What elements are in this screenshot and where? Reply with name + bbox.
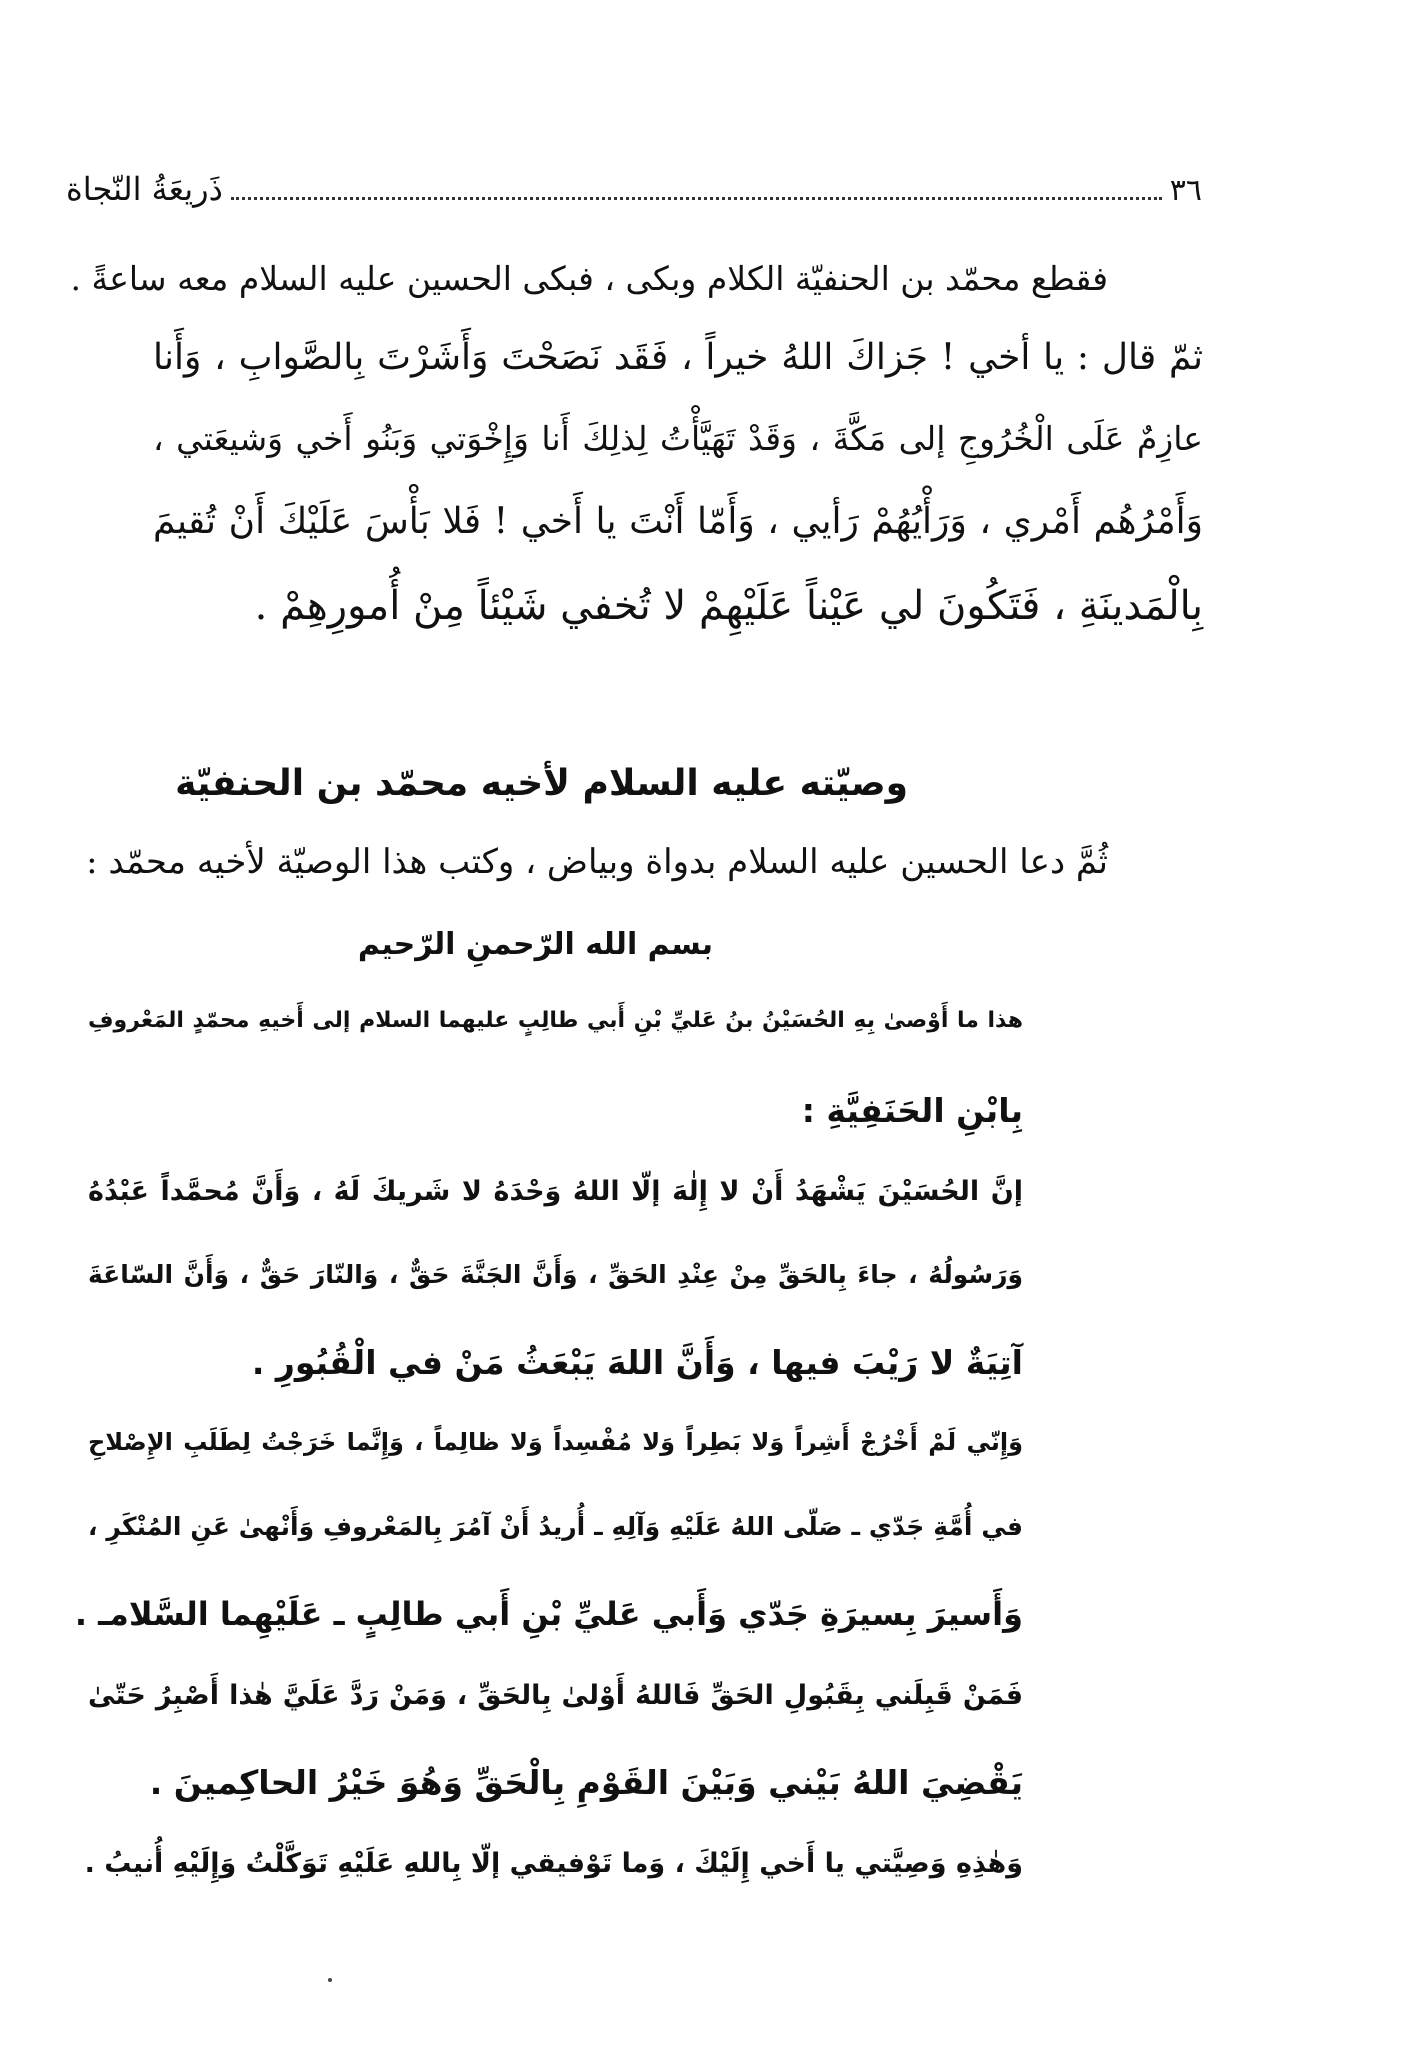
will-line-3: إنَّ الحُسَيْنَ يَشْهَدُ أَنْ لا إِلٰهَ إلّا اللهُ وَحْدَهُ لا شَريكَ لَهُ ، وَأَنَّ مُحمَّداً عَبْدُهُ: [88, 1176, 1023, 1207]
book-title: ذَريعَةُ النّجاة: [66, 170, 223, 208]
will-line-6: وَإِنّي لَمْ أَخْرُجْ أَشِراً وَلا بَطِراً وَلا مُفْسِداً وَلا ظالِماً ، وَإِنَّما خَرَجْتُ لِطَلَبِ الإِصْلاحِ: [88, 1428, 1023, 1456]
will-line-1: هذا ما أَوْصىٰ بِهِ الحُسَيْنُ بنُ عَليِّ بْنِ أَبي طالِبٍ عليهما السلام إلى أَخيهِ محمّدٍ المَعْروفِ: [88, 1008, 1023, 1033]
will-line-10: يَقْضِيَ اللهُ بَيْني وَبَيْنَ القَوْمِ بِالْحَقِّ وَهُوَ خَيْرُ الحاكِمينَ .: [149, 1763, 1023, 1802]
will-line-8: وَأَسيرَ بِسيرَةِ جَدّي وَأَبي عَليِّ بْنِ أَبي طالِبٍ ـ عَلَيْهِما السَّلامـ .: [74, 1595, 1023, 1633]
basmala: بسم الله الرّحمنِ الرّحيم: [357, 927, 713, 962]
page-number: ٣٦: [1169, 173, 1202, 208]
narrative-line-2: ثمّ قال : يا أخي ! جَزاكَ اللهُ خيراً ، فَقَد نَصَحْتَ وَأَشَرْتَ بِالصَّوابِ ، وَأَنا: [153, 337, 1203, 378]
will-line-11: وَهٰذِهِ وَصِيَّتي يا أَخي إِلَيْكَ ، وَما تَوْفيقي إلّا بِاللهِ عَلَيْهِ تَوَكَّلْتُ وَإِلَيْهِ أُنيبُ .: [84, 1848, 1023, 1879]
header-dotted-leader: [231, 197, 1162, 200]
will-line-2: بِابْنِ الحَنَفِيَّةِ :: [801, 1091, 1023, 1130]
narrative-line-3: عازِمٌ عَلَى الْخُرُوجِ إلى مَكَّةَ ، وَقَدْ تَهَيَّأْتُ لِذلِكَ أَنا وَإِخْوَتي وَبَنُو أَخي وَشيعَتي ،: [153, 419, 1203, 458]
will-line-4: وَرَسُولُهُ ، جاءَ بِالحَقِّ مِنْ عِنْدِ الحَقِّ ، وَأَنَّ الجَنَّةَ حَقٌّ ، وَالنّارَ حَقٌّ ، وَأَنَّ السّاعَةَ: [88, 1260, 1023, 1289]
will-line-9: فَمَنْ قَبِلَني بِقَبُولِ الحَقِّ فَاللهُ أَوْلىٰ بِالحَقِّ ، وَمَنْ رَدَّ عَلَيَّ هٰذا أَصْبِرُ حَتّىٰ: [88, 1680, 1023, 1711]
narrative-line-5: بِالْمَدينَةِ ، فَتَكُونَ لي عَيْناً عَلَيْهِمْ لا تُخفي شَيْئاً مِنْ أُمورِهِمْ .: [254, 583, 1203, 629]
running-header: [66, 160, 1202, 208]
section-heading: وصيّته عليه السلام لأخيه محمّد بن الحنفيّة: [175, 763, 908, 804]
narrative-line-4: وَأَمْرُهُم أَمْري ، وَرَأْيُهُمْ رَأيي ، وَأَمّا أَنْتَ يا أَخي ! فَلا بَأْسَ عَلَيْكَ أَنْ تُقيمَ: [153, 501, 1203, 542]
scan-speck: [328, 1978, 332, 1982]
narrative-line-1: فقطع محمّد بن الحنفيّة الكلام وبكى ، فبكى الحسين عليه السلام معه ساعةً .: [70, 259, 1108, 298]
section-intro: ثُمَّ دعا الحسين عليه السلام بدواة وبياض ، وكتب هذا الوصيّة لأخيه محمّد :: [86, 842, 1108, 882]
will-line-7: في أُمَّةِ جَدّي ـ صَلّى اللهُ عَلَيْهِ وَآلِهِ ـ أُريدُ أَنْ آمُرَ بِالمَعْروفِ وَأَنْهىٰ عَنِ المُنْكَرِ ،: [88, 1512, 1023, 1541]
will-line-5: آتِيَةٌ لا رَيْبَ فيها ، وَأَنَّ اللهَ يَبْعَثُ مَنْ في الْقُبُورِ .: [251, 1343, 1023, 1382]
